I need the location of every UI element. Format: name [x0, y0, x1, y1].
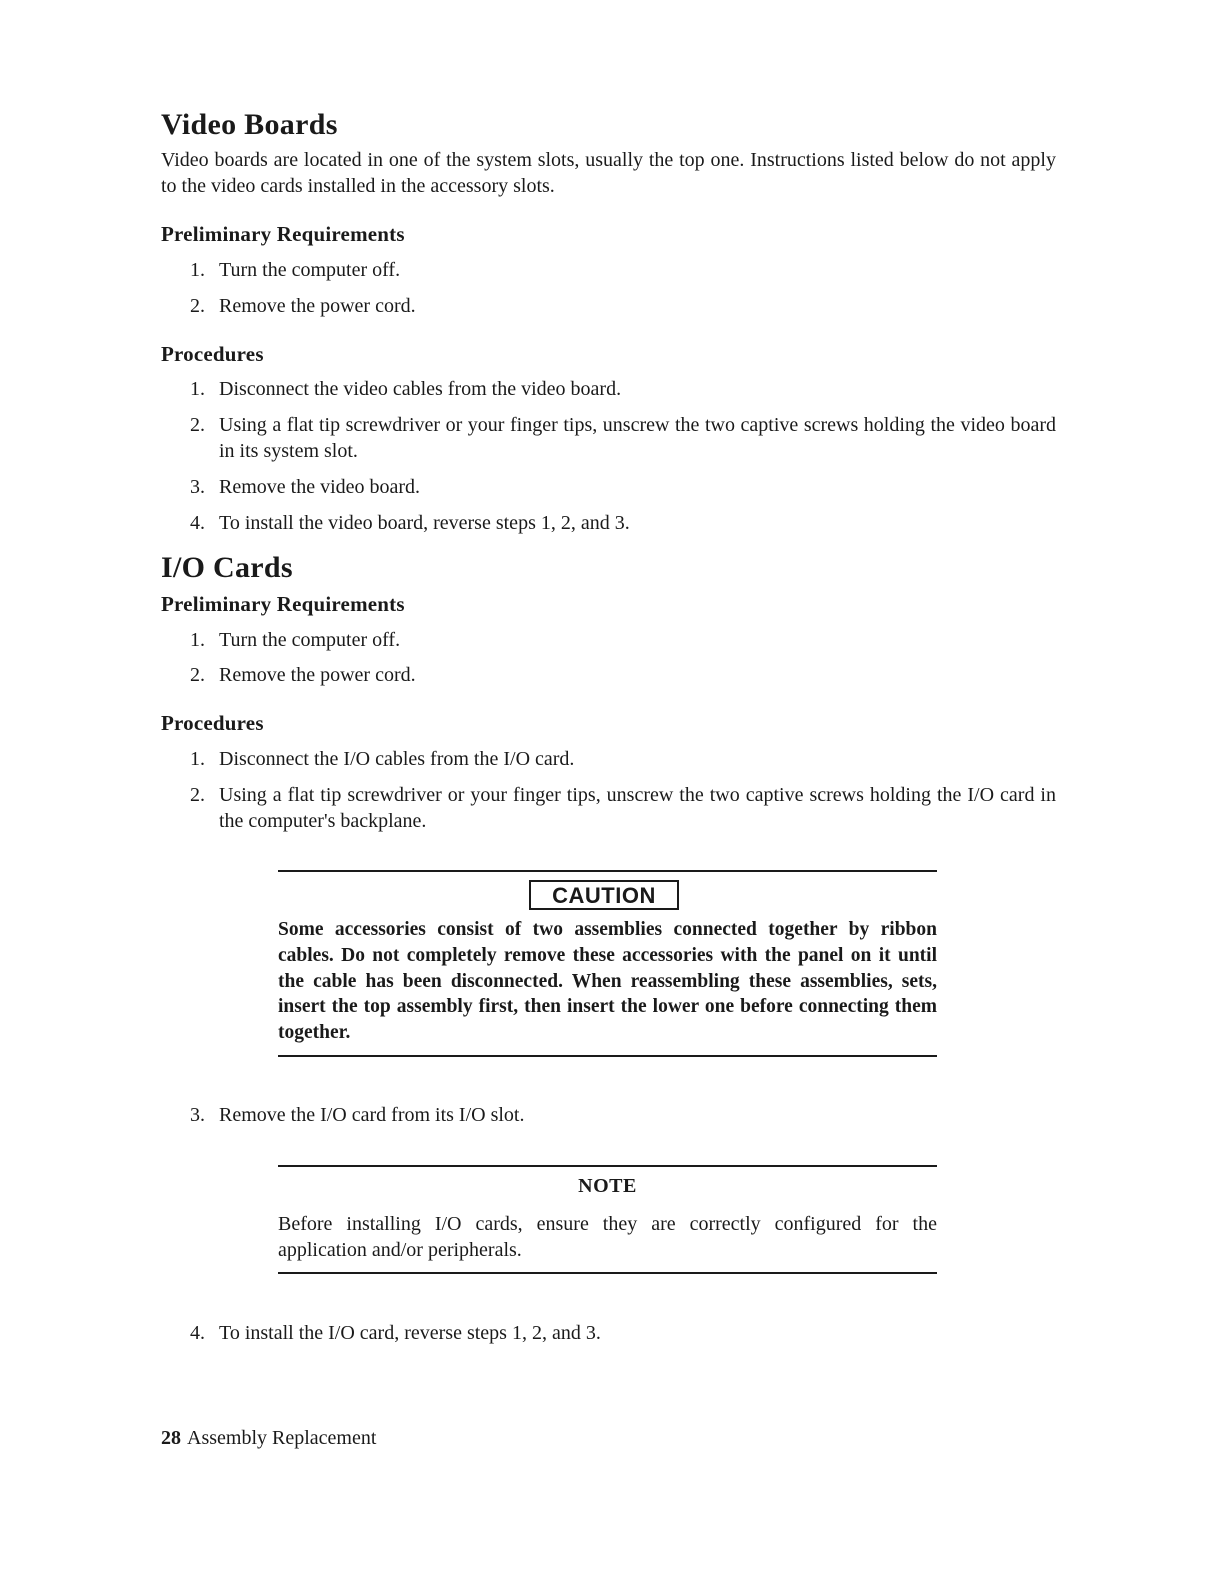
list-item: 4. To install the video board, reverse steps 1, 2, and 3.	[190, 512, 630, 534]
list-item: 1. Turn the computer off.	[190, 629, 401, 651]
list-item: 1. Turn the computer off.	[190, 259, 401, 281]
footer-section-title: Assembly Replacement	[187, 1427, 377, 1449]
list-item: 3. Remove the I/O card from its I/O slot.	[190, 1104, 525, 1126]
video-procedures-heading: Procedures	[161, 342, 264, 366]
caution-text: Some accessories consist of two assemblies connected together by ribbon cables. Do not completely remove these accessories with the panel on it until the cable has been disconnected. When reassembling these assemblies, sets, insert the top assembly first, then insert the lower one before connecting them together.	[278, 919, 937, 1044]
section-title-video-boards: Video Boards	[161, 108, 338, 141]
list-item: 2. Using a flat tip screwdriver or your finger tips, unscrew the two captive screws holding the I/O card in the computer's backplane.	[190, 784, 1056, 832]
note-text: Before installing I/O cards, ensure they are correctly configured for the application and/or peripherals.	[278, 1213, 937, 1261]
caution-top-rule	[278, 870, 937, 872]
list-item: 1. Disconnect the I/O cables from the I/O card.	[190, 748, 575, 770]
video-boards-intro: Video boards are located in one of the system slots, usually the top one. Instructions listed below do not apply to the video cards installed in the accessory slots.	[161, 149, 1056, 197]
video-prelim-heading: Preliminary Requirements	[161, 222, 405, 246]
list-item: 4. To install the I/O card, reverse steps 1, 2, and 3.	[190, 1322, 601, 1344]
list-item: 2. Using a flat tip screwdriver or your finger tips, unscrew the two captive screws holding the video board in its system slot.	[190, 414, 1056, 462]
caution-bottom-rule	[278, 1055, 937, 1057]
list-item: 2. Remove the power cord.	[190, 664, 416, 686]
list-item: 1. Disconnect the video cables from the video board.	[190, 378, 622, 400]
note-top-rule	[278, 1165, 937, 1167]
section-title-io-cards: I/O Cards	[161, 551, 293, 584]
page-footer	[161, 1427, 376, 1450]
list-item: 3. Remove the video board.	[190, 476, 421, 498]
caution-label: CAUTION	[529, 880, 679, 910]
page-number: 28	[161, 1427, 181, 1449]
list-item: 2. Remove the power cord.	[190, 295, 416, 317]
note-label: NOTE	[578, 1175, 637, 1197]
io-procedures-heading: Procedures	[161, 711, 264, 735]
note-bottom-rule	[278, 1272, 937, 1274]
io-prelim-heading: Preliminary Requirements	[161, 592, 405, 616]
